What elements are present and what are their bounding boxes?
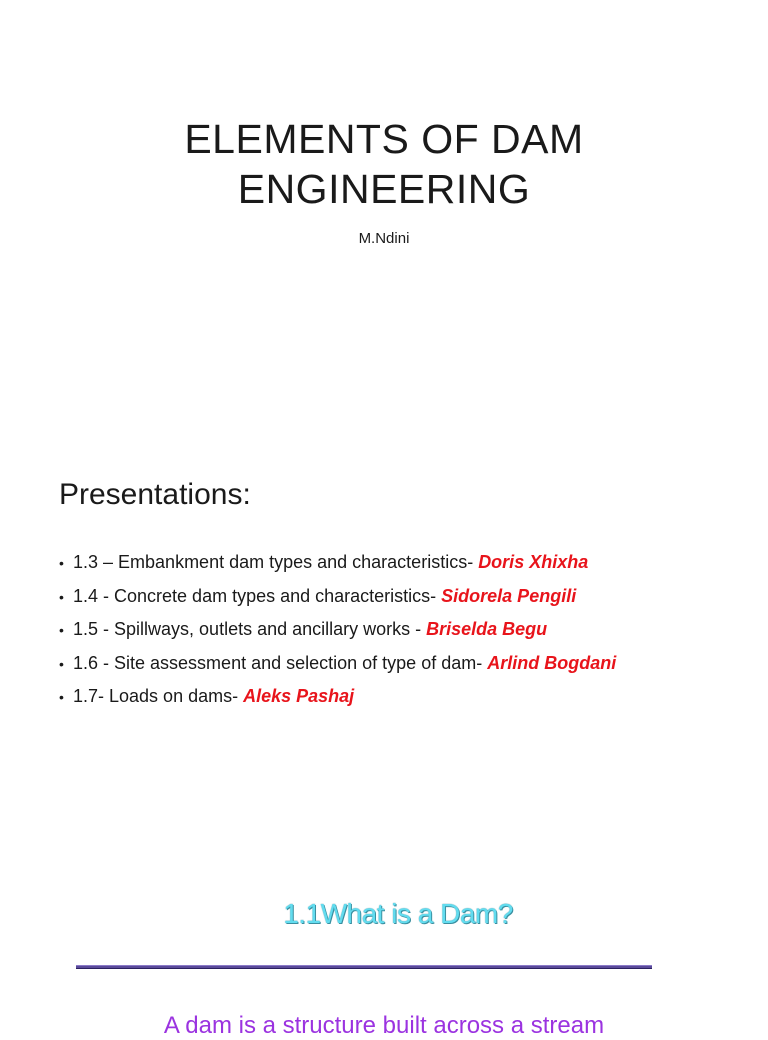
presenter-name: Doris Xhixha bbox=[478, 552, 589, 572]
presenter-name: Arlind Bogdani bbox=[487, 652, 617, 673]
dam-heading: 1.1What is a Dam? bbox=[283, 898, 513, 929]
title-slide bbox=[0, 0, 768, 432]
presenter-name: Sidorela Pengili bbox=[441, 585, 577, 606]
presenter-name: Aleks Pashaj bbox=[243, 686, 355, 706]
list-item bbox=[59, 580, 616, 614]
heading-divider bbox=[76, 965, 652, 969]
bullet-icon: • bbox=[59, 555, 64, 571]
topic-text: 1.7- Loads on dams- bbox=[73, 686, 244, 706]
list-item bbox=[59, 546, 616, 580]
bullet-icon: • bbox=[59, 588, 64, 605]
topic-text: 1.4 - Concrete dam types and characteristics- bbox=[73, 585, 442, 606]
presentations-list bbox=[59, 546, 616, 714]
title-line-1: ELEMENTS OF DAM bbox=[184, 116, 584, 162]
topic-text: 1.3 – Embankment dam types and characteristics- bbox=[73, 552, 479, 572]
presentations-slide bbox=[0, 432, 768, 864]
topic-text: 1.5 - Spillways, outlets and ancillary works - bbox=[73, 619, 427, 639]
list-item bbox=[59, 613, 616, 647]
slide-title bbox=[0, 114, 768, 214]
bullet-icon: • bbox=[59, 689, 64, 705]
list-item bbox=[59, 647, 616, 681]
bullet-icon: • bbox=[59, 655, 64, 672]
dam-definition: A dam is a structure built across a stream bbox=[163, 1012, 605, 1039]
what-is-a-dam-slide bbox=[0, 864, 768, 1039]
list-item bbox=[59, 680, 616, 714]
bullet-icon: • bbox=[59, 622, 64, 638]
author-name: M.Ndini bbox=[358, 230, 410, 247]
title-line-2: ENGINEERING bbox=[237, 166, 531, 212]
presenter-name: Briselda Begu bbox=[426, 619, 548, 639]
topic-text: 1.6 - Site assessment and selection of type of dam- bbox=[73, 652, 488, 673]
presentations-heading: Presentations: bbox=[59, 478, 251, 511]
